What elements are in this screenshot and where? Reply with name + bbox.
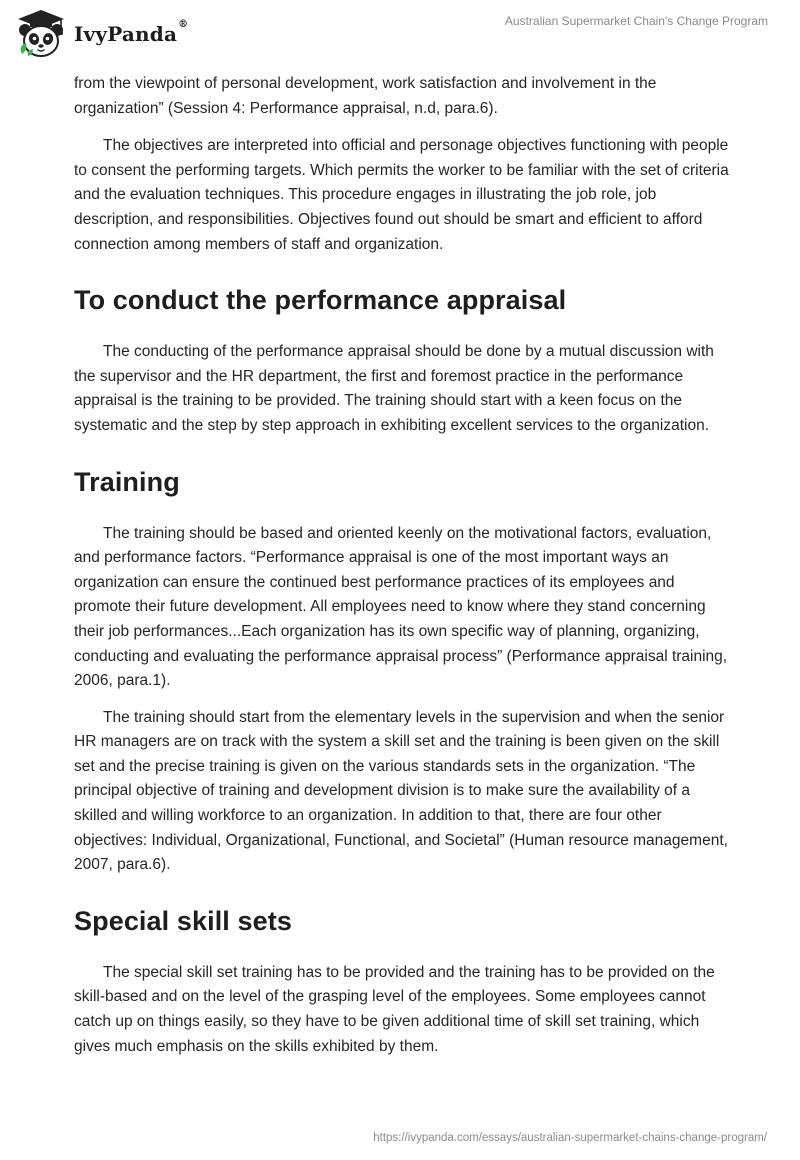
page-header (0, 0, 800, 70)
footer-url[interactable]: https://ivypanda.com/essays/australian-supermarket-chains-change-program/ (373, 1132, 767, 1144)
panda-logo-icon (14, 8, 68, 60)
registered-mark: ® (178, 19, 189, 30)
heading-training: Training (74, 466, 180, 497)
heading-conduct-appraisal: To conduct the performance appraisal (74, 285, 567, 316)
paragraph-5: The training should start from the elementary levels in the supervision and when the senior HR managers are on track with the system a skill set and the training is been given on the skill set and the precise training is given on the various standards sets in the organization. “The principal objective of training and development division is to make sure the availability of a skilled and willing workforce to an organization. In addition to that, there are four other objectives: Individual, Organizational, Functional, and Societal” (Human resource management, 2007, para.6). (74, 708, 728, 874)
document-title: Australian Supermarket Chain's Change Program (504, 14, 768, 28)
logo[interactable] (14, 8, 188, 60)
essay-content (74, 72, 734, 1059)
paragraph-3: The conducting of the performance appraisal should be done by a mutual discussion with the supervisor and the HR department, the first and foremost practice in the performance appraisal is the training to be provided. The training should start with a keen focus on the systematic and the step by step approach in exhibiting excellent services to the organization. (74, 343, 714, 434)
heading-special-skill-sets: Special skill sets (74, 905, 292, 936)
logo-text: IvyPanda® (74, 19, 189, 46)
paragraph-2: The objectives are interpreted into official and personage objectives functioning with people to consent the performing targets. Which permits the worker to be familiar with the set of criteria and the evaluation techniques. This procedure engages in illustrating the job role, job description, and responsibilities. Objectives found out should be smart and efficient to afford connection among members of staff and organization. (74, 137, 729, 253)
paragraph-4: The training should be based and oriented keenly on the motivational factors, evaluation, and performance factors. “Performance appraisal is one of the most important ways an organization can ensure the continued best performance practices of its employees and promote their future development. All employees need to know where they stand concerning their job performances...Each organization has its own specific way of planning, organizing, conducting and evaluating the performance appraisal process” (Performance appraisal training, 2006, para.1). (74, 524, 728, 690)
paragraph-1: from the viewpoint of personal development, work satisfaction and involvement in the organization” (Session 4: Performance appraisal, n.d, para.6). (74, 75, 657, 117)
paragraph-6: The special skill set training has to be provided and the training has to be provided on the skill-based and on the level of the grasping level of the employees. Some employees cannot catch up on things easily, so they have to be given additional time of skill set training, which gives much emphasis on the skills exhibited by them. (74, 963, 715, 1055)
